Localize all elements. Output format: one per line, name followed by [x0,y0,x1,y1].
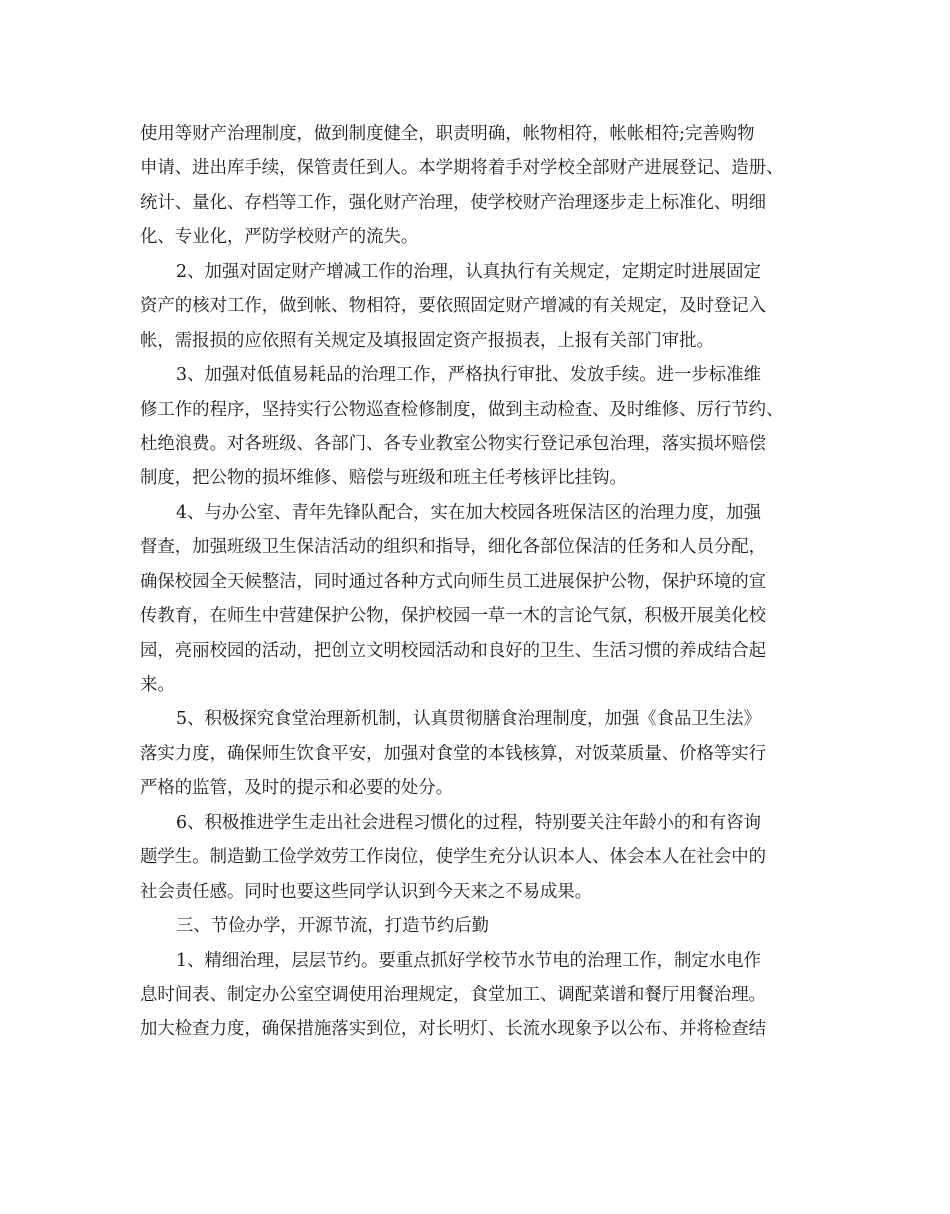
paragraph-first-line: 1、精细治理，层层节约。要重点抓好学校节水节电的治理工作，制定水电作 [176,950,761,971]
document-body [140,117,822,1047]
paragraph-line: 加大检查力度，确保措施落实到位，对长明灯、长流水现象予以公布、并将检查结 [140,1019,767,1040]
paragraph-line: 严格的监管，及时的提示和必要的处分。 [140,778,454,799]
paragraph-line: 化、专业化，严防学校财产的流失。 [140,227,419,248]
paragraph-first-line: 2、加强对固定财产增减工作的治理，认真执行有关规定，定期定时进展固定 [176,261,761,282]
paragraph-line: 督查，加强班级卫生保洁活动的组织和指导，细化各部位保洁的任务和人员分配， [140,537,767,558]
paragraph-line: 修工作的程序，坚持实行公物巡查检修制度，做到主动检查、及时维修、厉行节约、 [140,399,784,420]
paragraph-line: 题学生。制造勤工俭学效劳工作岗位，使学生充分认识本人、体会本人在社会中的 [140,847,767,868]
paragraph-line: 园，亮丽校园的活动，把创立文明校园活动和良好的卫生、生活习惯的养成结合起 [140,640,767,661]
paragraph-line: 社会责任感。同时也要这些同学认识到今天来之不易成果。 [140,881,593,902]
paragraph-line: 制度，把公物的损坏维修、赔偿与班级和班主任考核评比挂钩。 [140,468,627,489]
paragraph-line: 来。 [140,675,175,695]
paragraph-line: 杜绝浪费。对各班级、各部门、各专业教室公物实行登记承包治理，落实损坏赔偿 [140,433,767,454]
paragraph-line: 落实力度，确保师生饮食平安，加强对食堂的本钱核算，对饭菜质量、价格等实行 [140,743,767,764]
paragraph-first-line: 4、与办公室、青年先锋队配合，实在加大校园各班保洁区的治理力度，加强 [176,502,761,523]
paragraph-first-line: 5、积极探究食堂治理新机制，认真贯彻膳食治理制度，加强《食品卫生法》 [176,709,761,730]
paragraph-line: 传教育，在师生中营建保护公物，保护校园一草一木的言论气氛，积极开展美化校 [140,606,767,627]
paragraph-first-line: 使用等财产治理制度，做到制度健全，职责明确，帐物相符，帐帐相符;完善购物 [140,124,755,144]
paragraph-line: 资产的核对工作，做到帐、物相符，要依照固定财产增减的有关规定，及时登记入 [140,296,767,317]
paragraph-line: 帐，需报损的应依照有关规定及填报固定资产报损表，上报有关部门审批。 [140,330,714,351]
paragraph-line: 息时间表、制定办公室空调使用治理规定，食堂加工、调配菜谱和餐厅用餐治理。 [140,984,767,1005]
paragraph-first-line: 三、节俭办学，开源节流，打造节约后勤 [176,916,490,937]
paragraph-first-line: 3、加强对低值易耗品的治理工作，严格执行审批、发放手续。进一步标准维 [176,365,761,386]
paragraph-line: 申请、进出库手续，保管责任到人。本学期将着手对学校全部财产进展登记、造册、 [140,158,784,179]
paragraph-line: 确保校园全天候整洁，同时通过各种方式向师生员工进展保护公物，保护环境的宣 [140,571,767,592]
paragraph-first-line: 6、积极推进学生走出社会进程习惯化的过程，特别要关注年龄小的和有咨询 [176,812,761,833]
paragraph-line: 统计、量化、存档等工作，强化财产治理，使学校财产治理逐步走上标准化、明细 [140,192,767,213]
